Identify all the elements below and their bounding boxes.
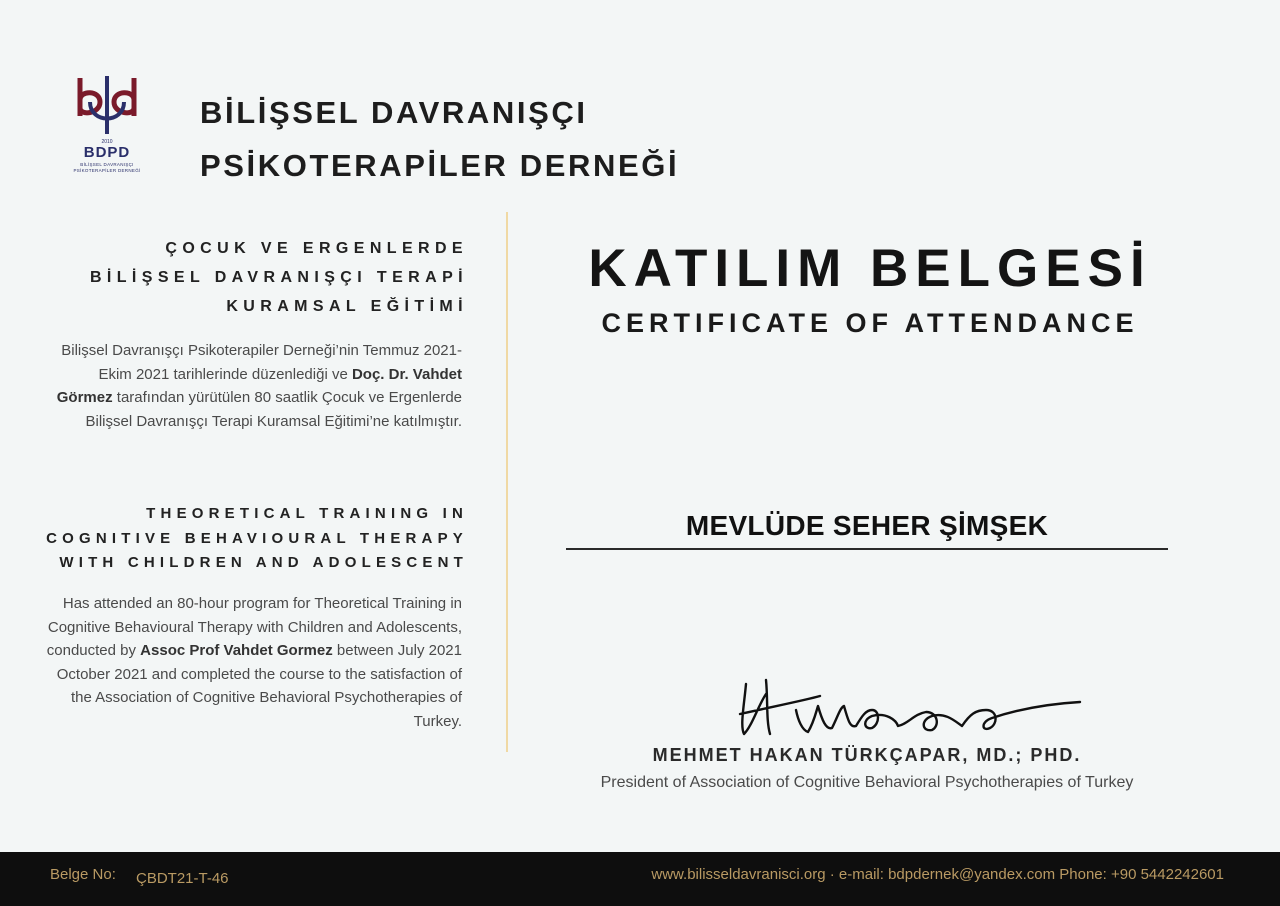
turkish-body-part2: tarafından yürütülen 80 saatlik Çocuk ve Ergenlerde Bilişsel Davranışçı Terapi Kuramsal Eğitimi’ne katılmıştır. — [85, 389, 462, 430]
organization-title-line2: PSİKOTERAPİLER DERNEĞİ — [200, 148, 680, 183]
psi-emblem-icon — [70, 72, 144, 140]
english-body-part2: between July 2021 October 2021 and completed the course to the satisfaction of the Association of Cognitive Behavioral Psychotherapies of Turkey. — [56, 642, 462, 730]
turkish-heading-line2: BİLİŞSEL DAVRANIŞÇI TERAPİ — [89, 269, 468, 286]
certificate-subtitle: CERTIFICATE OF ATTENDANCE — [601, 308, 1139, 338]
turkish-heading-line3: KURAMSAL EĞİTİMİ — [226, 298, 468, 315]
footer-bar — [0, 852, 1280, 906]
association-logo — [66, 72, 148, 178]
english-body-part1: Has attended an 80-hour program for Theoretical Training in Cognitive Behavioural Therapy with Children and Adolescents, conducted by — [46, 595, 462, 659]
signer-title: President of Association of Cognitive Behavioral Psychotherapies of Turkey — [600, 774, 1134, 791]
document-number: ÇBDT21-T-46 — [136, 870, 229, 887]
turkish-instructor-name: Doç. Dr. Vahdet Görmez — [56, 365, 462, 406]
english-course-heading — [40, 502, 468, 576]
recipient-name: MEVLÜDE SEHER ŞİMŞEK — [685, 510, 1049, 541]
logo-abbreviation: BDPD — [83, 144, 131, 161]
column-divider — [506, 212, 508, 752]
english-heading-line2: COGNITIVE BEHAVIOURAL THERAPY — [46, 529, 468, 547]
organization-title — [200, 86, 679, 192]
handwritten-signature — [736, 676, 1086, 746]
english-description — [40, 592, 468, 733]
turkish-course-heading — [40, 234, 468, 321]
recipient-underline — [566, 548, 1168, 550]
logo-subtitle-line2: PSİKOTERAPİLER DERNEĞİ — [73, 168, 141, 173]
english-heading-line1: THEORETICAL TRAINING IN — [146, 505, 468, 522]
logo-subtitle-line1: BİLİŞSEL DAVRANIŞÇI — [80, 162, 134, 167]
turkish-body-part1: Bilişsel Davranışçı Psikoterapiler Derneği’nin Temmuz 2021-Ekim 2021 tarihlerinde düzenlediği ve — [61, 342, 462, 383]
certificate-title: KATILIM BELGESİ — [588, 239, 1152, 298]
document-number-label: Belge No: — [50, 866, 116, 883]
signer-name: MEHMET HAKAN TÜRKÇAPAR, MD.; PHD. — [652, 745, 1082, 765]
contact-info: www.bilisseldavranisci.org · e-mail: bdpdernek@yandex.com Phone: +90 5442242601 — [651, 866, 1224, 883]
english-instructor-name: Assoc Prof Vahdet Gormez — [140, 642, 333, 659]
turkish-description — [40, 339, 468, 433]
logo-year: 2010 — [101, 139, 113, 145]
organization-title-line1: BİLİŞSEL DAVRANIŞÇI — [200, 95, 588, 130]
english-heading-line3: WITH CHILDREN AND ADOLESCENT — [59, 554, 468, 571]
turkish-heading-line1: ÇOCUK VE ERGENLERDE — [165, 240, 468, 257]
